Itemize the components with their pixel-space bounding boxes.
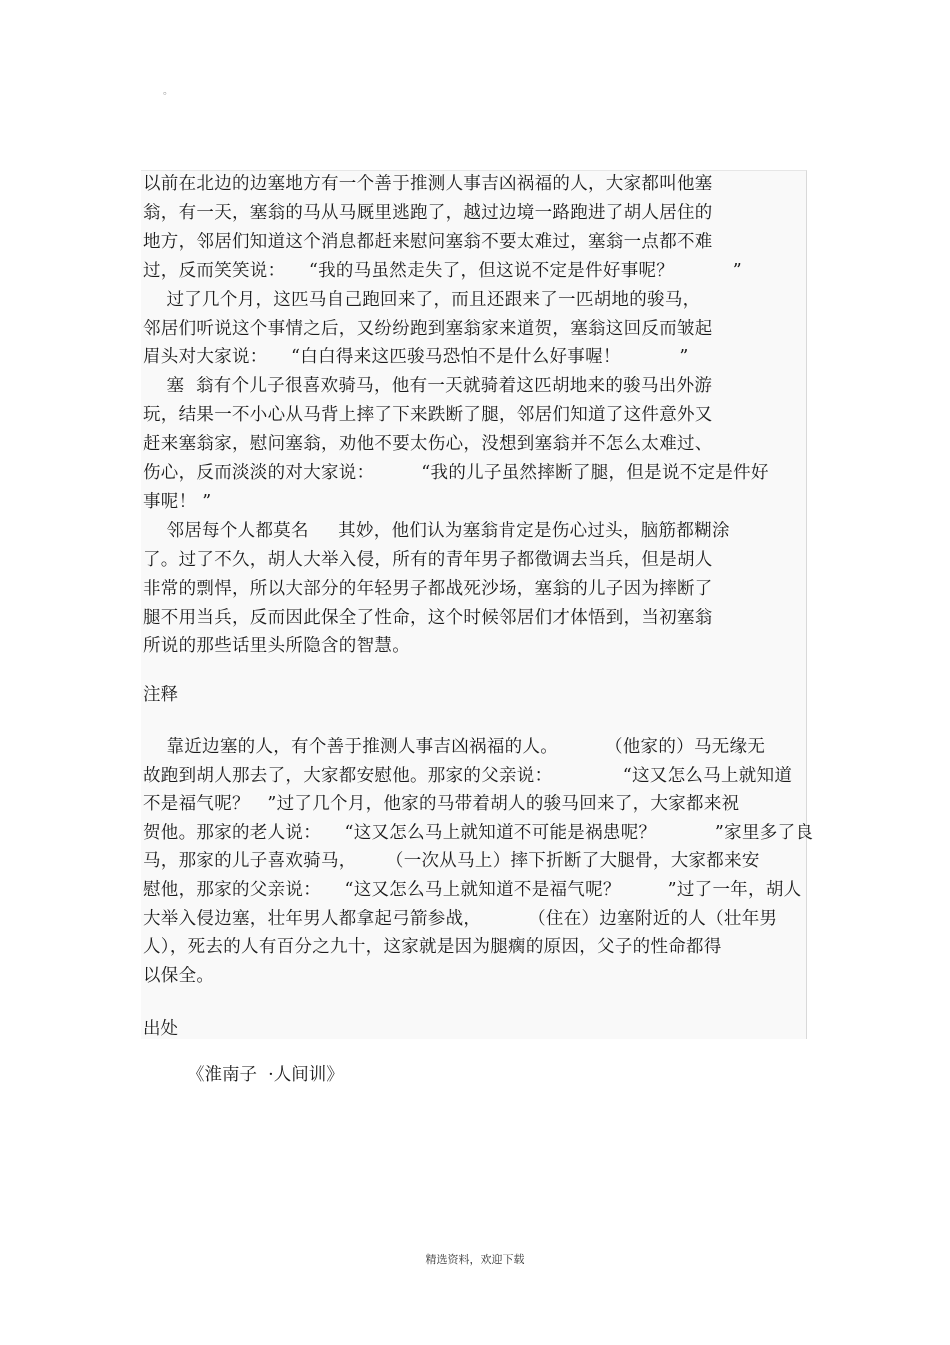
story-line: 翁，有一天，塞翁的马从马厩里逃跑了，越过边境一路跑进了胡人居住的 (143, 202, 713, 223)
story-line: 过，反而笑笑说： “我的马虽然走失了，但这说不定是件好事呢？ ” (143, 260, 742, 281)
story-line: 邻居们听说这个事情之后，又纷纷跑到塞翁家来道贺，塞翁这回反而皱起 (143, 318, 713, 339)
notes-line: 人），死去的人有百分之九十，这家就是因为腿瘸的原因，父子的性命都得 (143, 937, 722, 958)
corner-mark: 。 (163, 86, 173, 97)
notes-line: 靠近边塞的人，有个善于推测人事吉凶祸福的人。 （他家的）马无缘无 (143, 737, 766, 757)
notes-line: 慰他，那家的父亲说： “这又怎么马上就知道不是福气呢？ ”过了一年，胡人 (143, 880, 802, 900)
notes-heading: 注释 (143, 685, 178, 705)
story-line: 塞 翁有个儿子很喜欢骑马，他有一天就骑着这匹胡地来的骏马出外游 (143, 376, 713, 397)
page-footer: 精选资料，欢迎下载 (425, 1253, 525, 1266)
story-line: 非常的剽悍，所以大部分的年轻男子都战死沙场，塞翁的儿子因为摔断了 (143, 578, 713, 599)
story-line: 以前在北边的边塞地方有一个善于推测人事吉凶祸福的人，大家都叫他塞 (143, 174, 713, 194)
story-line: 腿不用当兵，反而因此保全了性命，这个时候邻居们才体悟到，当初塞翁 (143, 607, 713, 628)
story-line: 眉头对大家说： “白白得来这匹骏马恐怕不是什么好事喔！ ” (143, 347, 689, 368)
story-line: 所说的那些话里头所隐含的智慧。 (143, 636, 410, 657)
story-line: 了。过了不久，胡人大举入侵，所有的青年男子都徵调去当兵，但是胡人 (143, 549, 713, 570)
notes-line: 大举入侵边塞，壮年男人都拿起弓箭参战， （住在）边塞附近的人（壮年男 (143, 908, 778, 929)
notes-line: 以保全。 (143, 965, 215, 986)
notes-line: 不是福气呢？ ”过了几个月，他家的马带着胡人的骏马回来了，大家都来祝 (143, 794, 740, 815)
notes-line: 故跑到胡人那去了，大家都安慰他。那家的父亲说： “这又怎么马上就知道 (143, 765, 793, 786)
story-line: 过了几个月，这匹马自己跑回来了，而且还跟来了一匹胡地的骏马， (143, 289, 701, 310)
story-line: 事呢！ ” (143, 491, 212, 512)
story-line: 伤心，反而淡淡的对大家说： “我的儿子虽然摔断了腿，但是说不定是件好 (143, 463, 769, 483)
story-line: 邻居每个人都莫名 其妙，他们认为塞翁肯定是伤心过头，脑筋都糊涂 (143, 520, 730, 541)
notes-line: 马，那家的儿子喜欢骑马， （一次从马上）摔下折断了大腿骨，大家都来安 (143, 851, 760, 872)
source-heading: 出处 (143, 1019, 178, 1039)
notes-line: 贺他。那家的老人说： “这又怎么马上就知道不可能是祸患呢？ ”家里多了良 (143, 822, 814, 843)
source-citation: 《淮南子 ·人间训》 (187, 1065, 344, 1085)
story-line: 玩，结果一不小心从马背上摔了下来跌断了腿，邻居们知道了这件意外又 (143, 405, 713, 426)
story-line: 地方，邻居们知道这个消息都赶来慰问塞翁不要太难过，塞翁一点都不难 (143, 231, 713, 252)
story-line: 赶来塞翁家，慰问塞翁，劝他不要太伤心，没想到塞翁并不怎么太难过、 (143, 434, 713, 455)
